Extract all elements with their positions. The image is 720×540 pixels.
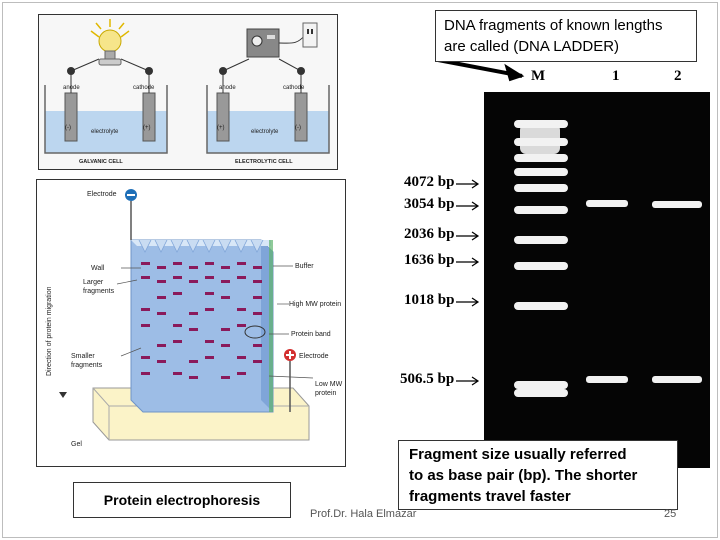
protein-band: [253, 296, 262, 299]
lane-label-2: 2: [674, 68, 682, 84]
protein-band: [141, 262, 150, 265]
ladder-pointer-arrow: [438, 60, 522, 80]
galvanic-cathode-label: cathode: [133, 85, 155, 91]
galvanic-anode-rod: [65, 93, 77, 141]
dna-ladder-callout-line-2: are called (DNA LADDER): [444, 38, 620, 55]
protein-band: [157, 312, 166, 315]
larger-label-1: Larger: [83, 279, 104, 286]
protein-band: [221, 344, 230, 347]
protein-band: [141, 372, 150, 375]
bp-arrows: [456, 180, 478, 385]
protein-band-label: Protein band: [291, 331, 331, 338]
protein-band: [237, 276, 246, 279]
galvanic-caption: GALVANIC CELL: [79, 159, 123, 165]
smaller-label-1: Smaller: [71, 353, 95, 360]
protein-band: [237, 262, 246, 265]
protein-band: [141, 356, 150, 359]
protein-band: [237, 356, 246, 359]
electrolytic-minus-label: (-): [295, 125, 301, 131]
protein-band: [141, 308, 150, 311]
electrolytic-cathode-rod: [295, 93, 307, 141]
electrophoresis-diagram: [36, 179, 346, 467]
lane-label-m: M: [531, 68, 546, 84]
smaller-label-2: fragments: [71, 362, 103, 369]
protein-band: [237, 372, 246, 375]
fragment-callout-line-2: to as base pair (bp). The shorter: [409, 467, 638, 484]
protein-band: [173, 262, 182, 265]
ladder-band: [514, 168, 568, 176]
electrode-bottom-label: Electrode: [299, 353, 329, 360]
dna-ladder-callout: [435, 10, 697, 62]
protein-band: [157, 280, 166, 283]
electrochemical-cells-figure: [38, 14, 338, 170]
protein-band: [173, 324, 182, 327]
lane2-band-upper: [652, 201, 702, 208]
protein-band: [189, 312, 198, 315]
galvanic-electrolyte-label: electrolyte: [91, 129, 119, 135]
fragment-callout-line-1: Fragment size usually referred: [409, 446, 627, 463]
fragment-callout-line-3: fragments travel faster: [409, 488, 571, 505]
protein-band: [253, 360, 262, 363]
lane-label-1: 1: [612, 68, 620, 84]
protein-band: [157, 360, 166, 363]
protein-band: [173, 372, 182, 375]
electrolytic-cell: [207, 23, 329, 165]
protein-band: [205, 276, 214, 279]
buffer-label: Buffer: [295, 263, 314, 270]
electrolytic-caption: ELECTROLYTIC CELL: [235, 159, 293, 165]
bp-label-506: 506.5 bp: [400, 371, 455, 387]
galvanic-cathode-rod: [143, 93, 155, 141]
galvanic-plus-label: (+): [143, 125, 151, 131]
gel-background: [484, 92, 710, 468]
electrolytic-electrolyte-label: electrolyte: [251, 129, 279, 135]
bp-label-1636: 1636 bp: [404, 252, 455, 268]
dna-ladder-callout-line-1: DNA fragments of known lengths: [444, 17, 663, 34]
protein-band: [189, 328, 198, 331]
electrolytic-anode-label: anode: [219, 85, 236, 91]
ladder-band: [514, 236, 568, 244]
protein-band: [173, 340, 182, 343]
protein-band: [205, 292, 214, 295]
ladder-band: [514, 262, 568, 270]
ladder-band: [514, 389, 568, 397]
migration-axis-label: Direction of protein migration: [46, 286, 53, 376]
electrolytic-cathode-label: cathode: [283, 85, 305, 91]
protein-band: [237, 324, 246, 327]
ladder-smear: [520, 124, 560, 154]
ladder-band: [514, 184, 568, 192]
protein-band: [253, 312, 262, 315]
lane2-band-lower: [652, 376, 702, 383]
protein-band: [189, 280, 198, 283]
protein-band: [173, 292, 182, 295]
ladder-band: [514, 302, 568, 310]
bp-label-1018: 1018 bp: [404, 292, 455, 308]
protein-band: [141, 276, 150, 279]
light-bulb-icon: [91, 19, 129, 65]
ladder-band: [514, 381, 568, 389]
protein-band: [157, 296, 166, 299]
galvanic-cell: [45, 19, 167, 165]
protein-band: [157, 344, 166, 347]
protein-band: [253, 266, 262, 269]
migration-arrow-icon: [59, 392, 67, 398]
electrode-top-label: Electrode: [87, 191, 117, 198]
protein-band: [189, 376, 198, 379]
fragment-size-callout: [398, 440, 678, 510]
larger-label-2: fragments: [83, 288, 115, 295]
power-supply-icon: [247, 23, 317, 57]
protein-band: [157, 266, 166, 269]
galvanic-anode-label: anode: [63, 85, 80, 91]
protein-band: [189, 266, 198, 269]
bp-label-4072: 4072 bp: [404, 174, 455, 190]
low-mw-label-1: Low MW: [315, 381, 343, 388]
electrolytic-anode-rod: [217, 93, 229, 141]
protein-band: [221, 280, 230, 283]
protein-band: [205, 308, 214, 311]
electrolytic-plus-label: (+): [217, 125, 225, 131]
protein-band: [253, 344, 262, 347]
protein-band: [253, 280, 262, 283]
protein-band: [173, 276, 182, 279]
protein-band: [221, 296, 230, 299]
lane1-band-upper: [586, 200, 628, 207]
high-mw-label: High MW protein: [289, 301, 342, 308]
gel-label: Gel: [71, 441, 82, 448]
protein-band: [189, 360, 198, 363]
galvanic-minus-label: (-): [65, 125, 71, 131]
protein-band: [205, 262, 214, 265]
bp-label-3054: 3054 bp: [404, 196, 455, 212]
ladder-band: [514, 154, 568, 162]
protein-band: [237, 308, 246, 311]
ladder-band: [514, 206, 568, 214]
wall-label: Wall: [91, 265, 105, 272]
lane1-band-lower: [586, 376, 628, 383]
protein-band: [221, 266, 230, 269]
low-mw-label-2: protein: [315, 390, 337, 397]
protein-band: [205, 356, 214, 359]
protein-band: [221, 376, 230, 379]
electrode-top-icon: [125, 189, 137, 240]
protein-electrophoresis-caption: Protein electrophoresis: [73, 482, 291, 518]
protein-band: [221, 328, 230, 331]
protein-band: [205, 340, 214, 343]
bp-label-2036: 2036 bp: [404, 226, 455, 242]
page-number: 25: [664, 508, 677, 520]
footer-author: Prof.Dr. Hala Elmazar: [310, 508, 417, 520]
protein-band: [141, 324, 150, 327]
